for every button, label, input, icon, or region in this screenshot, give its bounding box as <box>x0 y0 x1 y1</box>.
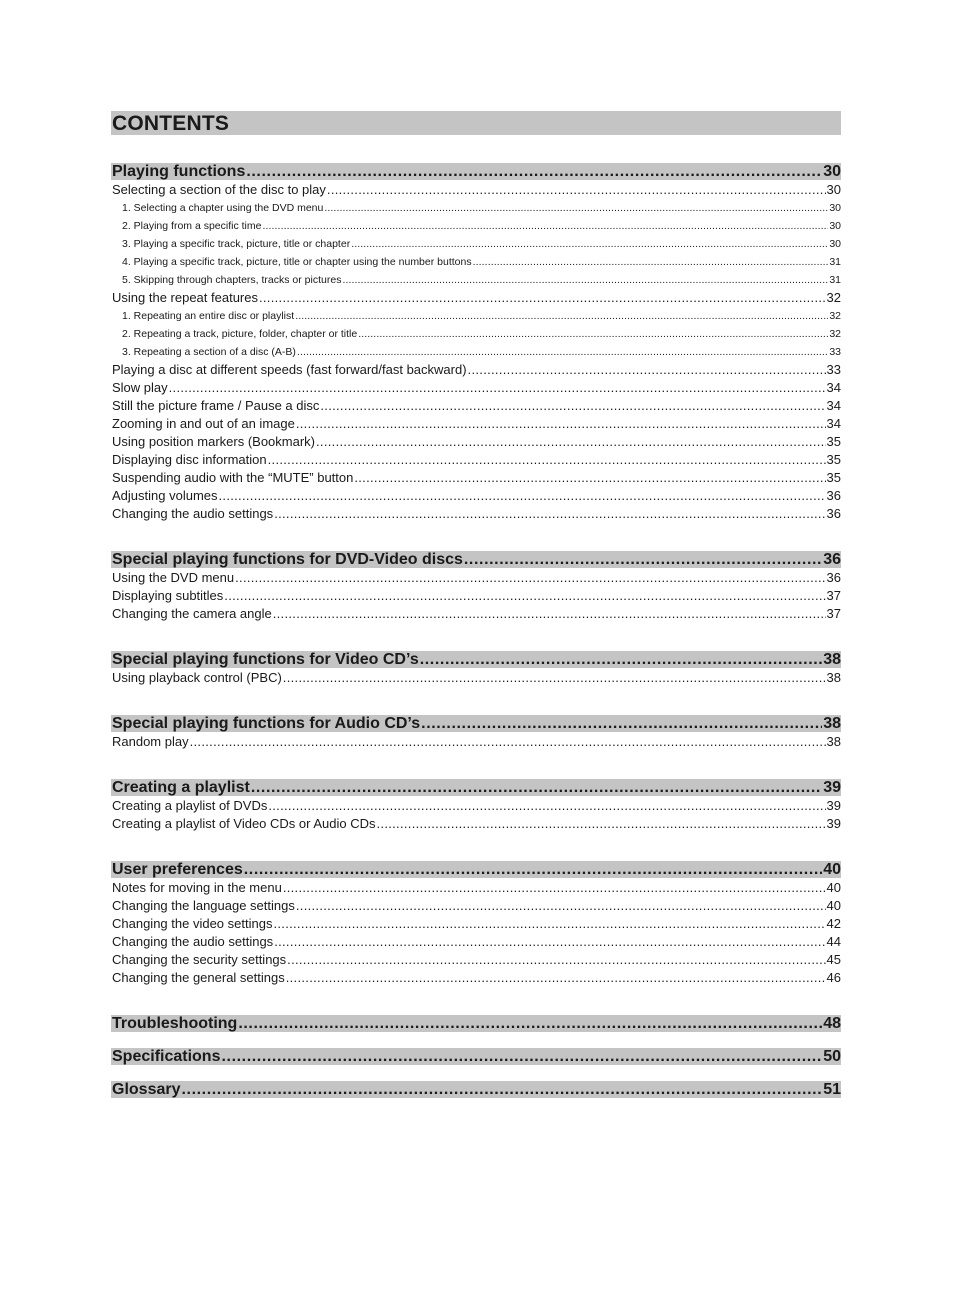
toc-section <box>111 651 841 687</box>
toc-entry[interactable] <box>111 505 841 523</box>
dot-leader <box>273 605 826 623</box>
toc-entry-page-number: 46 <box>826 970 841 985</box>
toc-entry-page-number: 33 <box>826 362 841 377</box>
toc-entry[interactable] <box>111 379 841 397</box>
toc-entry-page-number: 34 <box>826 416 841 431</box>
dot-leader <box>297 343 828 361</box>
section-heading[interactable] <box>111 1048 841 1065</box>
toc-entry-page-number: 34 <box>826 380 841 395</box>
section-heading-page-number: 38 <box>823 715 841 732</box>
toc-entry-page-number: 35 <box>826 470 841 485</box>
toc-entry[interactable] <box>111 415 841 433</box>
dot-leader <box>219 487 826 505</box>
toc-subentry-page-number: 32 <box>829 310 841 322</box>
toc-subentry-label: 1. Selecting a chapter using the DVD menu <box>122 202 324 214</box>
dot-leader <box>283 669 826 687</box>
toc-subentry[interactable] <box>111 271 841 289</box>
toc-entry-label: Changing the general settings <box>112 970 285 985</box>
dot-leader <box>169 379 826 397</box>
dot-leader <box>286 969 826 987</box>
toc-entry[interactable] <box>111 969 841 987</box>
toc-entry[interactable] <box>111 487 841 505</box>
toc-section <box>111 163 841 523</box>
dot-leader <box>327 181 826 199</box>
dot-leader <box>190 733 826 751</box>
toc-entry-page-number: 38 <box>826 670 841 685</box>
dot-leader <box>296 897 826 915</box>
toc-section <box>111 779 841 833</box>
dot-leader <box>251 779 822 796</box>
dot-leader <box>246 163 822 180</box>
toc-subentry[interactable] <box>111 253 841 271</box>
toc-subentry-label: 3. Playing a specific track, picture, title or chapter <box>122 238 351 250</box>
toc-subentry-page-number: 33 <box>829 346 841 358</box>
toc-section <box>111 715 841 751</box>
toc-subentry-page-number: 30 <box>829 238 841 250</box>
dot-leader <box>468 361 826 379</box>
toc-entry-page-number: 35 <box>826 434 841 449</box>
dot-leader <box>274 933 825 951</box>
toc-entry-label: Playing a disc at different speeds (fast forward/fast backward) <box>112 362 467 377</box>
toc-subentry-page-number: 31 <box>829 256 841 268</box>
dot-leader <box>473 253 829 271</box>
toc-entry[interactable] <box>111 605 841 623</box>
toc-entry-page-number: 37 <box>826 588 841 603</box>
toc-entry-page-number: 40 <box>826 880 841 895</box>
toc-entry[interactable] <box>111 289 841 307</box>
toc-subentry-label: 1. Repeating an entire disc or playlist <box>122 310 295 322</box>
dot-leader <box>238 1015 822 1032</box>
dot-leader <box>244 861 822 878</box>
section-heading[interactable] <box>111 715 841 732</box>
toc-entry[interactable] <box>111 397 841 415</box>
toc-section <box>111 551 841 623</box>
toc-entry-label: Random play <box>112 734 189 749</box>
section-heading-label: Troubleshooting <box>112 1015 238 1032</box>
toc-entry-label: Changing the camera angle <box>112 606 272 621</box>
toc-subentry[interactable] <box>111 199 841 217</box>
dot-leader <box>377 815 826 833</box>
dot-leader <box>351 235 828 253</box>
dot-leader <box>358 325 828 343</box>
toc-entry-label: Creating a playlist of Video CDs or Audio CDs <box>112 816 376 831</box>
toc-entry-page-number: 34 <box>826 398 841 413</box>
toc-entry-label: Slow play <box>112 380 168 395</box>
section-heading-label: Playing functions <box>112 163 246 180</box>
toc-entry[interactable] <box>111 733 841 751</box>
dot-leader <box>296 415 826 433</box>
dot-leader <box>268 451 826 469</box>
toc-entry-label: Displaying disc information <box>112 452 267 467</box>
toc-entry[interactable] <box>111 815 841 833</box>
section-heading-label: Special playing functions for DVD-Video discs <box>112 551 463 568</box>
toc-entry-page-number: 36 <box>826 506 841 521</box>
toc-entry-label: Using the repeat features <box>112 290 258 305</box>
section-heading-page-number: 39 <box>823 779 841 796</box>
toc-subentry-label: 3. Repeating a section of a disc (A-B) <box>122 346 296 358</box>
toc-entry-label: Changing the language settings <box>112 898 295 913</box>
toc-entry[interactable] <box>111 569 841 587</box>
toc-entry[interactable] <box>111 361 841 379</box>
dot-leader <box>342 271 828 289</box>
toc-entry[interactable] <box>111 915 841 933</box>
toc-entry-page-number: 45 <box>826 952 841 967</box>
toc-entry-label: Creating a playlist of DVDs <box>112 798 268 813</box>
toc-subentry[interactable] <box>111 217 841 235</box>
dot-leader <box>420 651 822 668</box>
section-heading[interactable] <box>111 861 841 878</box>
section-heading-page-number: 36 <box>823 551 841 568</box>
dot-leader <box>320 397 825 415</box>
toc-entry[interactable] <box>111 897 841 915</box>
toc-entry-label: Adjusting volumes <box>112 488 218 503</box>
toc-entry-page-number: 42 <box>826 916 841 931</box>
dot-leader <box>221 1048 822 1065</box>
toc-subentry-label: 2. Playing from a specific time <box>122 220 262 232</box>
dot-leader <box>224 587 825 605</box>
section-heading-label: Glossary <box>112 1081 181 1098</box>
section-heading[interactable] <box>111 1015 841 1032</box>
dot-leader <box>464 551 822 568</box>
toc-entry-page-number: 35 <box>826 452 841 467</box>
toc-entry-label: Using the DVD menu <box>112 570 235 585</box>
toc-entry-label: Changing the security settings <box>112 952 287 967</box>
section-heading-label: User preferences <box>112 861 243 878</box>
toc-entry-page-number: 37 <box>826 606 841 621</box>
toc-entry-page-number: 30 <box>826 182 841 197</box>
section-heading[interactable] <box>111 651 841 668</box>
toc-entry[interactable] <box>111 181 841 199</box>
table-of-contents <box>111 163 841 1098</box>
toc-entry[interactable] <box>111 879 841 897</box>
section-heading-page-number: 48 <box>823 1015 841 1032</box>
toc-entry[interactable] <box>111 451 841 469</box>
toc-entry-page-number: 38 <box>826 734 841 749</box>
section-heading-page-number: 38 <box>823 651 841 668</box>
dot-leader <box>295 307 828 325</box>
toc-subentry-page-number: 30 <box>829 202 841 214</box>
dot-leader <box>421 715 822 732</box>
section-heading[interactable] <box>111 551 841 568</box>
section-heading[interactable] <box>111 779 841 796</box>
section-heading[interactable] <box>111 163 841 180</box>
toc-entry-page-number: 32 <box>826 290 841 305</box>
toc-entry-label: Selecting a section of the disc to play <box>112 182 326 197</box>
section-heading-page-number: 30 <box>823 163 841 180</box>
dot-leader <box>259 289 826 307</box>
toc-section <box>111 1015 841 1032</box>
contents-page <box>111 111 841 1099</box>
section-heading-page-number: 40 <box>823 861 841 878</box>
section-heading-page-number: 51 <box>823 1081 841 1098</box>
toc-entry[interactable] <box>111 669 841 687</box>
dot-leader <box>268 797 825 815</box>
section-heading-label: Special playing functions for Video CD’s <box>112 651 419 668</box>
toc-entry-label: Changing the audio settings <box>112 934 274 949</box>
toc-subentry[interactable] <box>111 325 841 343</box>
toc-entry[interactable] <box>111 587 841 605</box>
toc-subentry-page-number: 30 <box>829 220 841 232</box>
section-heading-label: Special playing functions for Audio CD’s <box>112 715 421 732</box>
dot-leader <box>283 879 826 897</box>
toc-entry[interactable] <box>111 797 841 815</box>
section-heading-label: Specifications <box>112 1048 221 1065</box>
toc-entry-label: Still the picture frame / Pause a disc <box>112 398 320 413</box>
section-heading[interactable] <box>111 1081 841 1098</box>
toc-subentry[interactable] <box>111 235 841 253</box>
toc-entry-label: Notes for moving in the menu <box>112 880 282 895</box>
dot-leader <box>316 433 826 451</box>
dot-leader <box>262 217 828 235</box>
toc-entry-label: Using position markers (Bookmark) <box>112 434 316 449</box>
toc-subentry-page-number: 31 <box>829 274 841 286</box>
dot-leader <box>235 569 825 587</box>
section-heading-label: Creating a playlist <box>112 779 250 796</box>
toc-subentry-label: 5. Skipping through chapters, tracks or pictures <box>122 274 342 286</box>
toc-entry-page-number: 40 <box>826 898 841 913</box>
dot-leader <box>181 1081 822 1098</box>
toc-entry-page-number: 39 <box>826 816 841 831</box>
toc-entry-label: Zooming in and out of an image <box>112 416 295 431</box>
section-heading-page-number: 50 <box>823 1048 841 1065</box>
toc-subentry-label: 2. Repeating a track, picture, folder, chapter or title <box>122 328 358 340</box>
toc-entry-page-number: 44 <box>826 934 841 949</box>
toc-subentry[interactable] <box>111 307 841 325</box>
toc-entry-page-number: 36 <box>826 570 841 585</box>
dot-leader <box>274 505 825 523</box>
toc-entry-label: Changing the video settings <box>112 916 273 931</box>
toc-entry-label: Changing the audio settings <box>112 506 274 521</box>
toc-entry-label: Suspending audio with the “MUTE” button <box>112 470 354 485</box>
toc-entry-page-number: 39 <box>826 798 841 813</box>
toc-section <box>111 1081 841 1098</box>
toc-entry-label: Using playback control (PBC) <box>112 670 282 685</box>
toc-entry[interactable] <box>111 951 841 969</box>
toc-entry[interactable] <box>111 469 841 487</box>
toc-section <box>111 1048 841 1065</box>
dot-leader <box>287 951 825 969</box>
toc-subentry-label: 4. Playing a specific track, picture, title or chapter using the number buttons <box>122 256 472 268</box>
toc-subentry[interactable] <box>111 343 841 361</box>
dot-leader <box>273 915 825 933</box>
toc-entry[interactable] <box>111 433 841 451</box>
toc-section <box>111 861 841 987</box>
toc-entry-label: Displaying subtitles <box>112 588 224 603</box>
toc-subentry-page-number: 32 <box>829 328 841 340</box>
toc-entry-page-number: 36 <box>826 488 841 503</box>
page-title: CONTENTS <box>111 111 841 135</box>
dot-leader <box>324 199 828 217</box>
toc-entry[interactable] <box>111 933 841 951</box>
dot-leader <box>354 469 825 487</box>
